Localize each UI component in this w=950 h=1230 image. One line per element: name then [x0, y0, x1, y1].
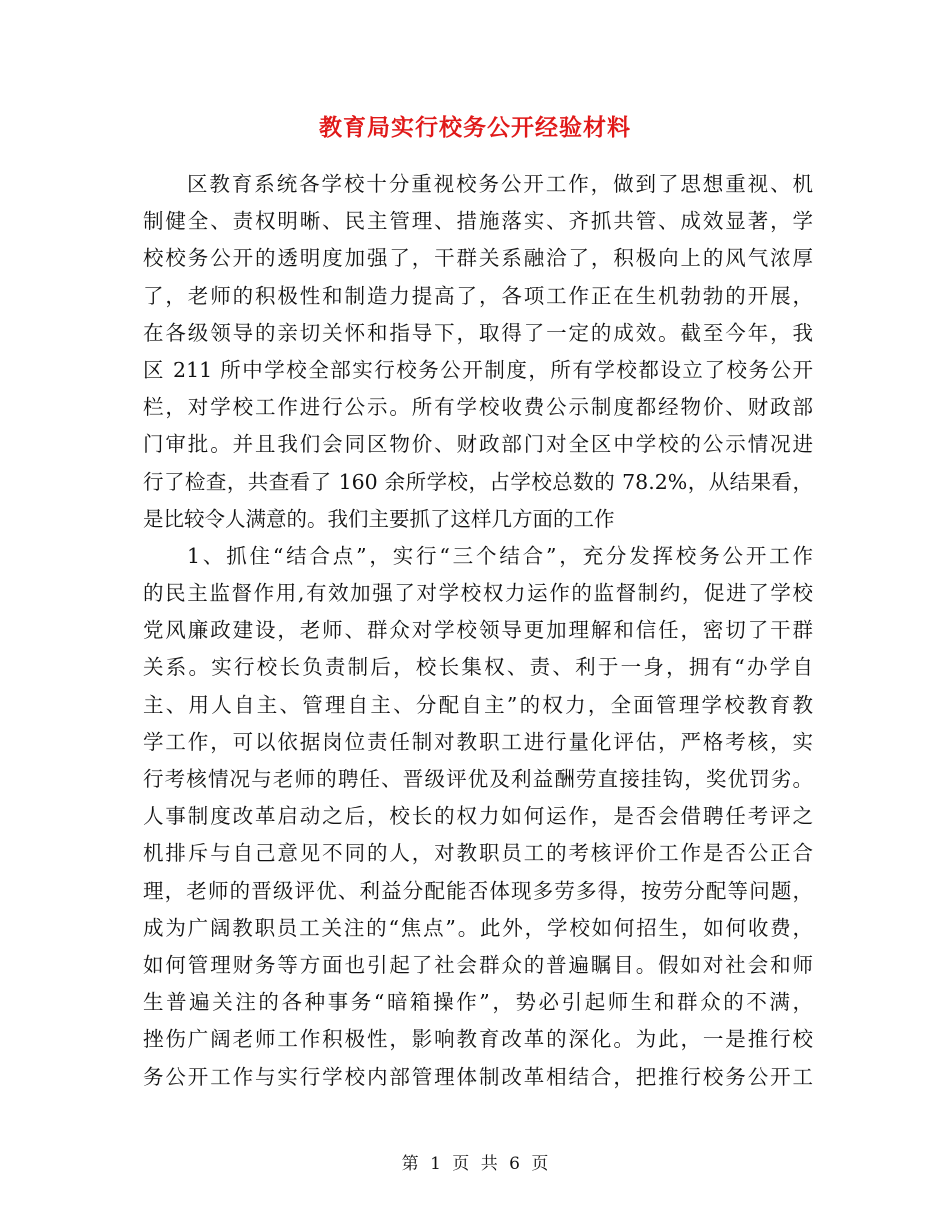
body-line: 机排斥与自己意见不同的人，对教职员工的考核评价工作是否公正合: [143, 841, 813, 866]
body-line: 学工作，可以依据岗位责任制对教职工进行量化评估，严格考核，实: [143, 729, 813, 754]
body-line: 1、抓住“结合点”，实行“三个结合”，充分发挥校务公开工作: [187, 543, 813, 568]
body-line: 主、用人自主、管理自主、分配自主”的权力，全面管理学校教育教: [143, 692, 813, 717]
body-line: 务公开工作与实行学校内部管理体制改革相结合，把推行校务公开工: [143, 1064, 813, 1089]
body-line: 如何管理财务等方面也引起了社会群众的普遍瞩目。假如对社会和师: [143, 952, 813, 977]
body-line: 理，老师的晋级评优、利益分配能否体现多劳多得，按劳分配等问题，: [143, 878, 813, 903]
body-line: 区 211 所中学校全部实行校务公开制度，所有学校都设立了校务公开: [143, 357, 813, 382]
body-line: 生普遍关注的各种事务“暗箱操作”，势必引起师生和群众的不满，: [143, 990, 813, 1015]
page-number-footer: 第 1 页 共 6 页: [401, 1154, 549, 1174]
body-line: 的民主监督作用,有效加强了对学校权力运作的监督制约，促进了学校: [143, 581, 813, 606]
body-line: 挫伤广阔老师工作积极性，影响教育改革的深化。为此，一是推行校: [143, 1027, 813, 1052]
body-line: 行考核情况与老师的聘任、晋级评优及利益酬劳直接挂钩，奖优罚劣。: [143, 767, 813, 791]
body-line: 是比较令人满意的。我们主要抓了这样几方面的工作: [143, 506, 615, 531]
body-line: 党风廉政建设，老师、群众对学校领导更加理解和信任，密切了干群: [143, 618, 813, 643]
body-line: 在各级领导的亲切关怀和指导下，取得了一定的成效。截至今年，我: [143, 320, 813, 345]
document-title: 教育局实行校务公开经验材料: [319, 114, 631, 141]
body-line: 栏，对学校工作进行公示。所有学校收费公示制度都经物价、财政部: [143, 395, 813, 420]
body-line: 制健全、责权明晰、民主管理、措施落实、齐抓共管、成效显著，学: [143, 209, 813, 234]
body-line: 区教育系统各学校十分重视校务公开工作，做到了思想重视、机: [187, 172, 813, 196]
body-line: 成为广阔教职员工关注的“焦点”。此外，学校如何招生，如何收费，: [143, 915, 813, 940]
body-line: 门审批。并且我们会同区物价、财政部门对全区中学校的公示情况进: [143, 432, 813, 457]
body-line: 人事制度改革启动之后，校长的权力如何运作，是否会借聘任考评之: [143, 804, 813, 829]
body-line: 校校务公开的透明度加强了，干群关系融洽了，积极向上的风气浓厚: [143, 246, 813, 271]
body-line: 关系。实行校长负责制后，校长集权、责、利于一身，拥有“办学自: [143, 655, 813, 680]
body-line: 行了检查，共查看了 160 余所学校，占学校总数的 78.2%，从结果看，: [143, 469, 813, 494]
document-body: [143, 166, 813, 1096]
body-line: 了，老师的积极性和制造力提高了，各项工作正在生机勃勃的开展，: [143, 283, 813, 308]
